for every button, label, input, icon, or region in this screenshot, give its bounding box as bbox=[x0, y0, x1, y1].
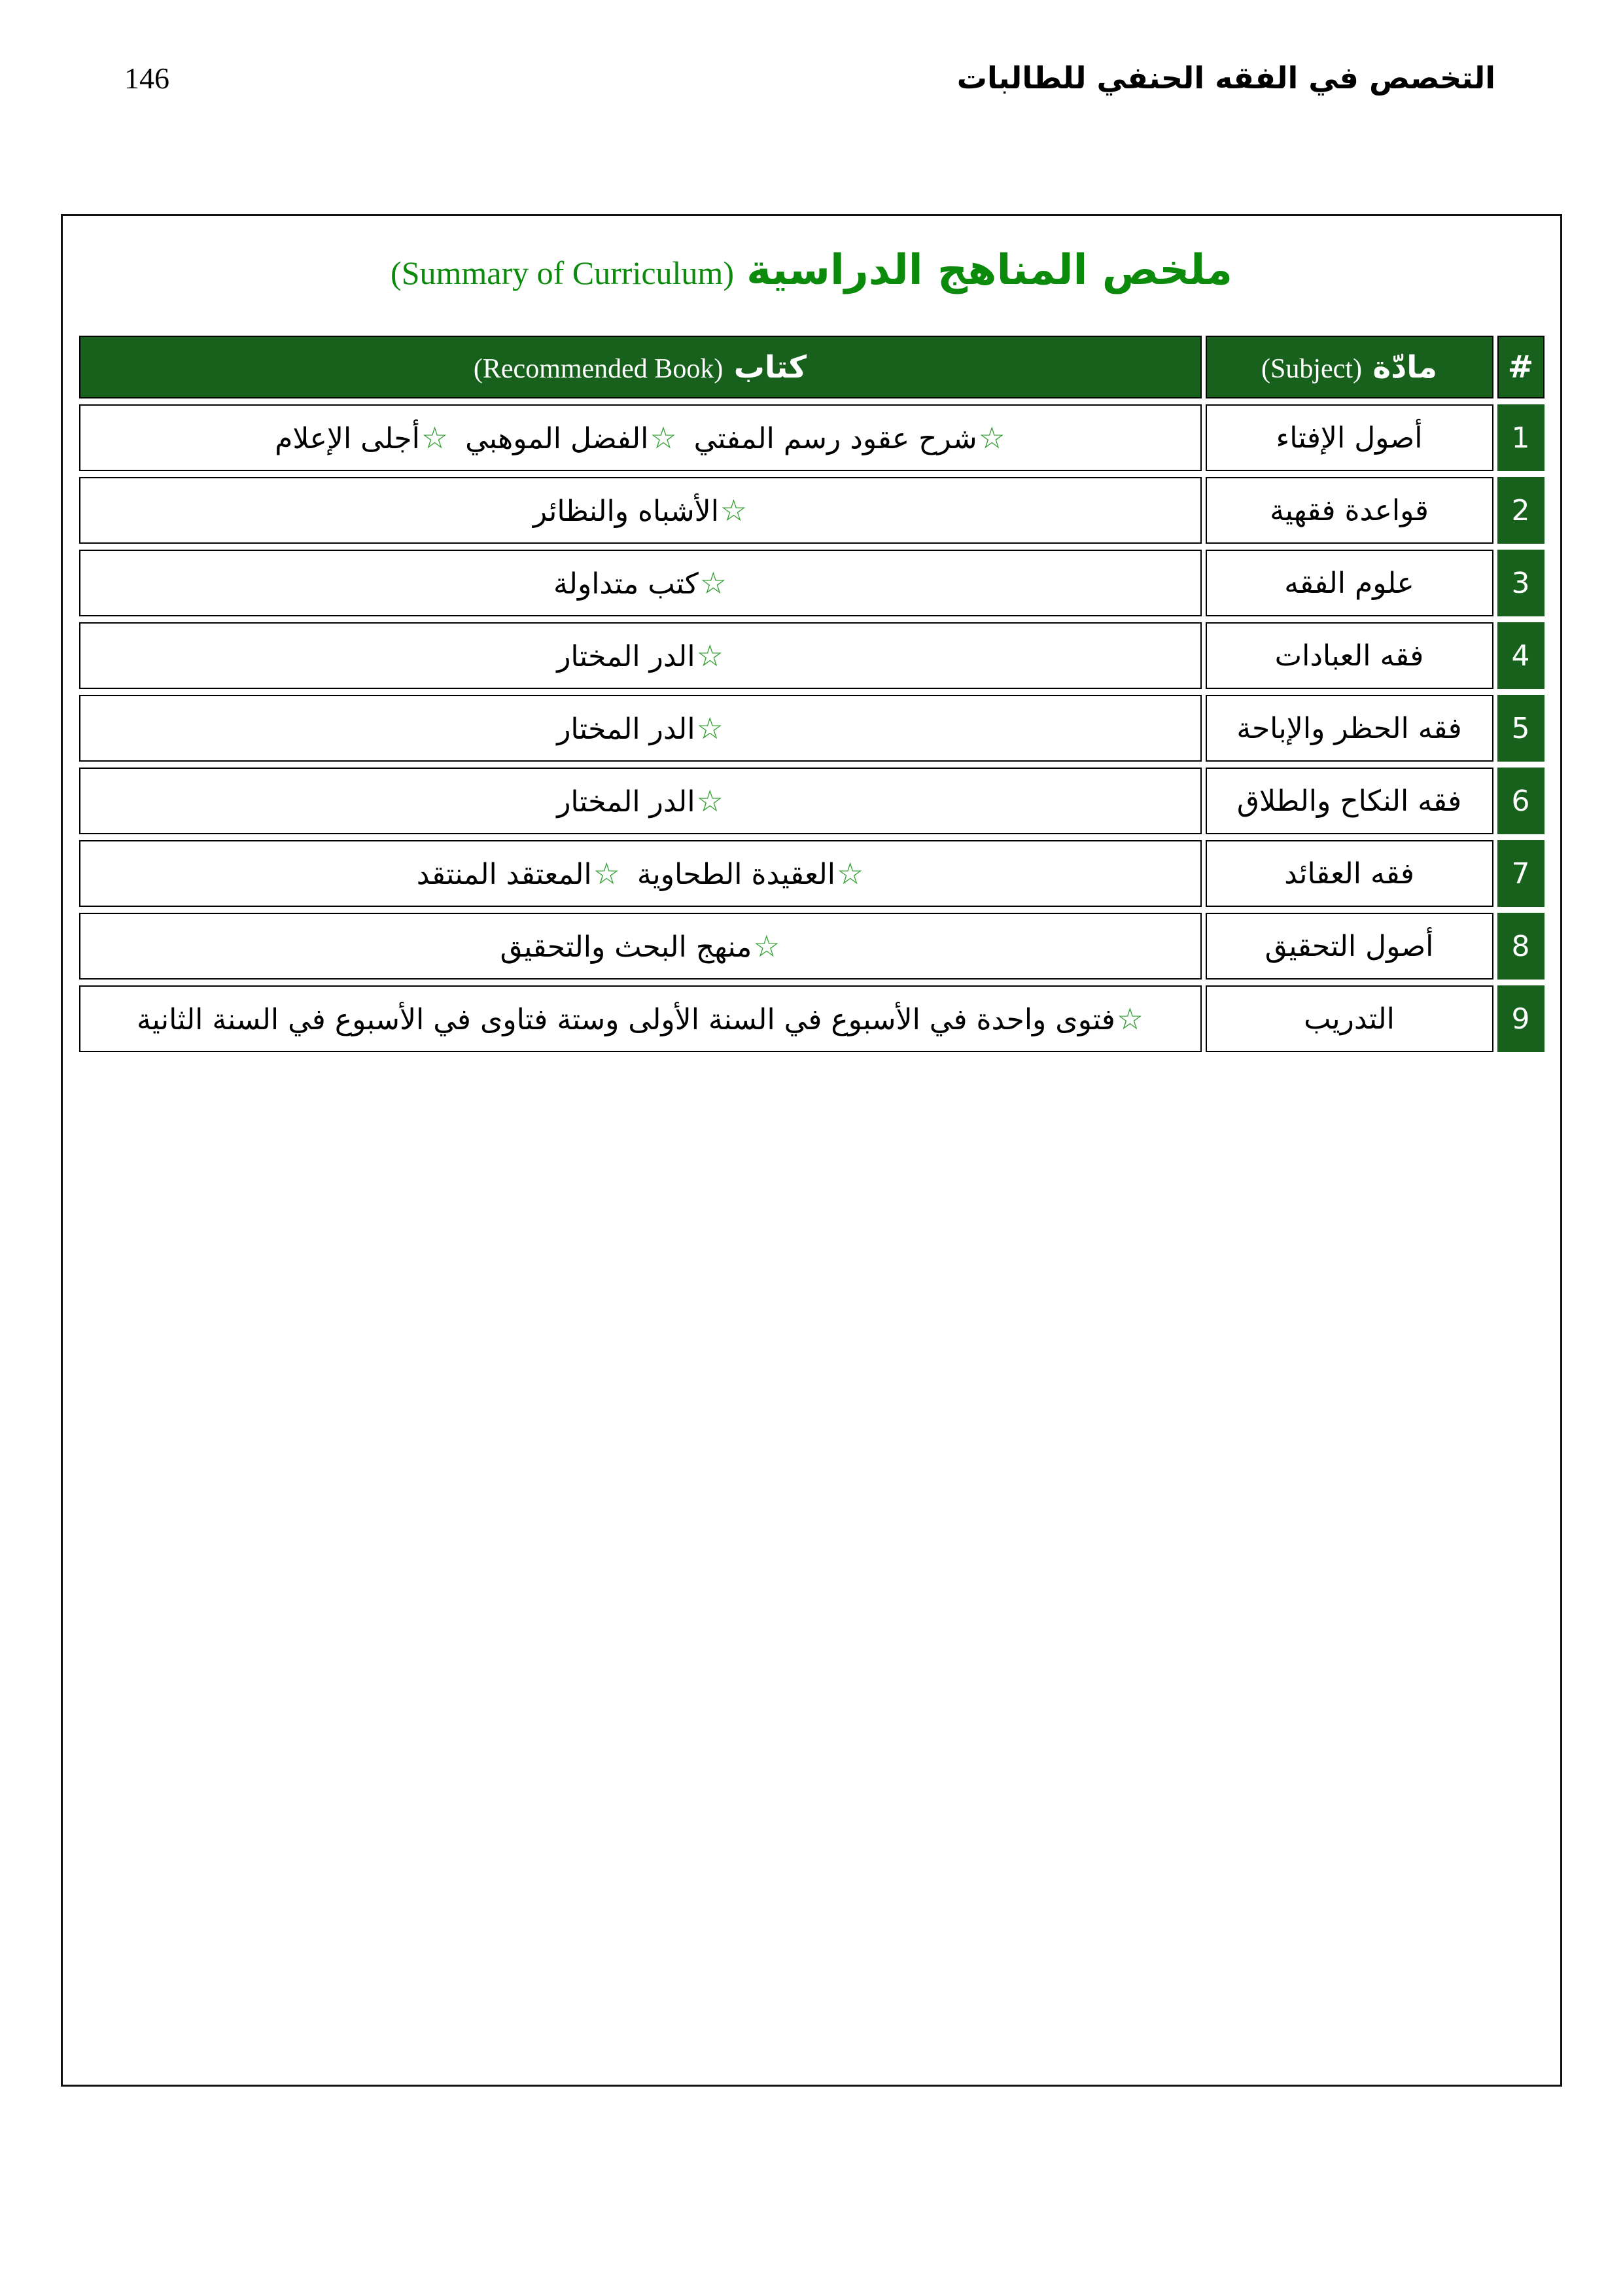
book-title: الفضل الموهبي bbox=[465, 422, 649, 455]
page-number: 146 bbox=[124, 61, 169, 95]
star-icon: ☆ bbox=[978, 420, 1005, 455]
table-header-row bbox=[79, 336, 1544, 398]
row-number: 2 bbox=[1497, 477, 1544, 544]
running-head: التخصص في الفقه الحنفي للطالبات bbox=[956, 60, 1495, 96]
row-number: 5 bbox=[1497, 695, 1544, 762]
book-title: منهج البحث والتحقيق bbox=[500, 930, 752, 964]
book-cell bbox=[79, 404, 1202, 471]
content-frame bbox=[61, 214, 1562, 2087]
row-number: 9 bbox=[1497, 985, 1544, 1052]
subject-cell: التدريب bbox=[1206, 985, 1493, 1052]
star-icon: ☆ bbox=[696, 638, 724, 673]
title-english: (Summary of Curriculum) bbox=[391, 255, 734, 291]
star-icon: ☆ bbox=[753, 928, 780, 964]
subject-cell: فقه الحظر والإباحة bbox=[1206, 695, 1493, 762]
star-icon: ☆ bbox=[593, 856, 620, 891]
book-title: العقيدة الطحاوية bbox=[637, 858, 836, 891]
book-title: الأشباه والنظائر bbox=[532, 495, 719, 528]
subject-cell: أصول التحقيق bbox=[1206, 913, 1493, 980]
column-header-book-english: (Recommended Book) bbox=[473, 353, 724, 384]
star-icon: ☆ bbox=[650, 420, 677, 455]
book-title: الدر المختار bbox=[557, 785, 695, 819]
table-row bbox=[79, 695, 1544, 762]
table-row bbox=[79, 913, 1544, 980]
row-number: 8 bbox=[1497, 913, 1544, 980]
subject-cell: علوم الفقه bbox=[1206, 550, 1493, 616]
book-title: الدر المختار bbox=[557, 713, 695, 746]
book-title: فتوى واحدة في الأسبوع في السنة الأولى وستة فتاوى في الأسبوع في السنة الثانية bbox=[136, 1003, 1115, 1036]
book-cell bbox=[79, 550, 1202, 616]
book-cell bbox=[79, 840, 1202, 907]
subject-cell: فقه النكاح والطلاق bbox=[1206, 768, 1493, 834]
book-cell bbox=[79, 622, 1202, 689]
book-cell bbox=[79, 768, 1202, 834]
star-icon: ☆ bbox=[837, 856, 864, 891]
table-row bbox=[79, 477, 1544, 544]
column-header-number: # bbox=[1497, 336, 1544, 398]
column-header-subject-arabic: مادّة bbox=[1372, 349, 1437, 385]
star-icon: ☆ bbox=[720, 493, 748, 528]
book-cell bbox=[79, 913, 1202, 980]
row-number: 4 bbox=[1497, 622, 1544, 689]
table-row bbox=[79, 622, 1544, 689]
book-title: أجلى الإعلام bbox=[275, 422, 420, 455]
subject-cell: فقه العقائد bbox=[1206, 840, 1493, 907]
book-cell bbox=[79, 985, 1202, 1052]
book-cell bbox=[79, 477, 1202, 544]
row-number: 3 bbox=[1497, 550, 1544, 616]
page-header bbox=[124, 60, 1495, 96]
book-title: الدر المختار bbox=[557, 640, 695, 673]
star-icon: ☆ bbox=[696, 783, 724, 819]
star-icon: ☆ bbox=[696, 711, 724, 746]
book-title: كتب متداولة bbox=[553, 567, 699, 601]
table-row bbox=[79, 985, 1544, 1052]
row-number: 7 bbox=[1497, 840, 1544, 907]
curriculum-table bbox=[75, 330, 1548, 1058]
table-row bbox=[79, 840, 1544, 907]
row-number: 1 bbox=[1497, 404, 1544, 471]
subject-cell: أصول الإفتاء bbox=[1206, 404, 1493, 471]
title-arabic: ملخص المناهج الدراسية bbox=[746, 246, 1232, 294]
column-header-subject-english: (Subject) bbox=[1261, 353, 1362, 384]
book-title: شرح عقود رسم المفتي bbox=[693, 422, 977, 455]
subject-cell: قواعدة فقهية bbox=[1206, 477, 1493, 544]
book-title: المعتقد المنتقد bbox=[416, 858, 592, 891]
column-header-book-arabic: كتاب bbox=[733, 349, 807, 385]
star-icon: ☆ bbox=[699, 565, 727, 601]
column-header-book bbox=[79, 336, 1202, 398]
table-row bbox=[79, 768, 1544, 834]
document-title bbox=[63, 246, 1560, 294]
star-icon: ☆ bbox=[421, 420, 449, 455]
row-number: 6 bbox=[1497, 768, 1544, 834]
subject-cell: فقه العبادات bbox=[1206, 622, 1493, 689]
column-header-subject bbox=[1206, 336, 1493, 398]
book-cell bbox=[79, 695, 1202, 762]
star-icon: ☆ bbox=[1116, 1001, 1144, 1036]
table-row bbox=[79, 550, 1544, 616]
table-row bbox=[79, 404, 1544, 471]
